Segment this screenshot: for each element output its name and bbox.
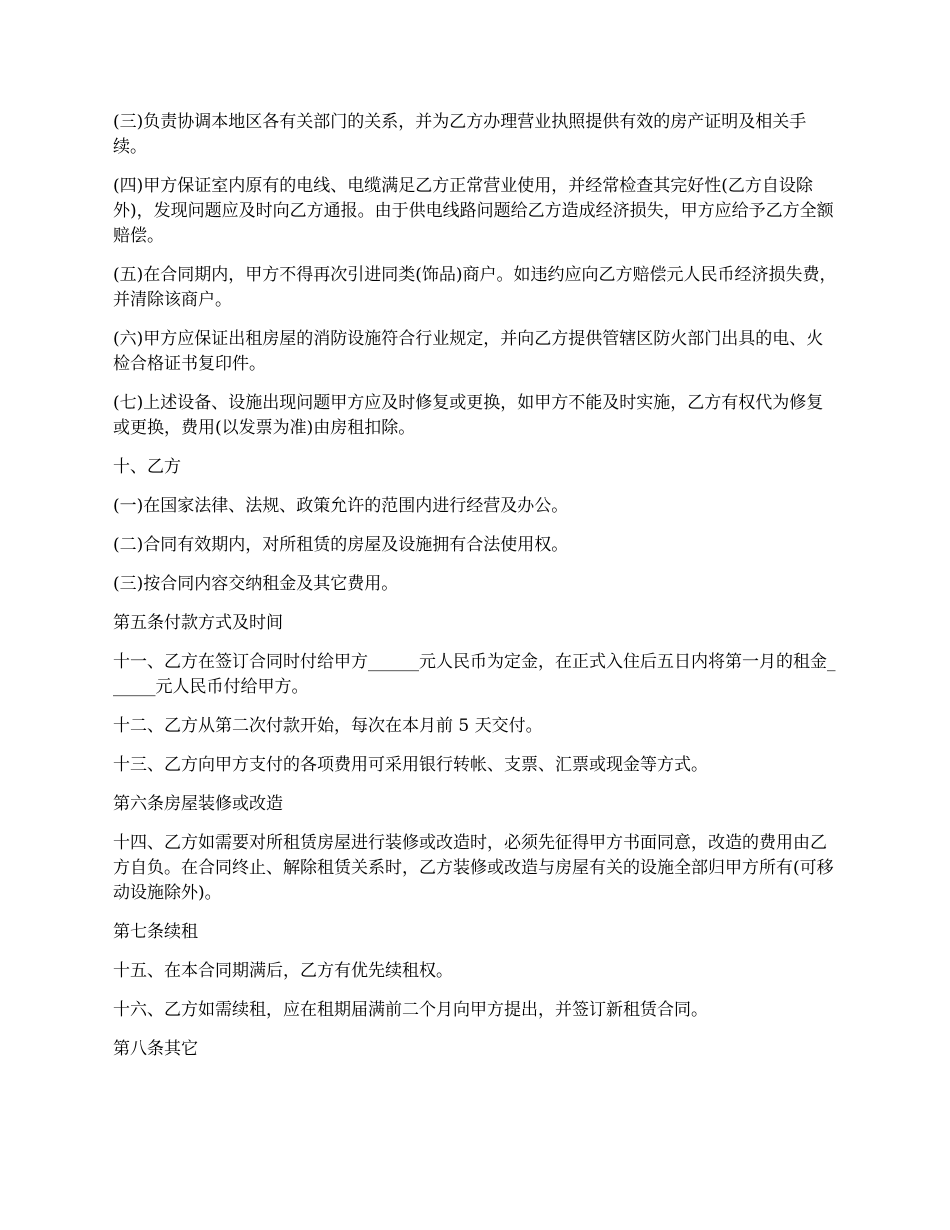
paragraph-renewal-16: 十六、乙方如需续租，应在租期届满前二个月向甲方提出，并签订新租赁合同。 <box>113 1000 708 1020</box>
paragraph-tenant-1: (一)在国家法律、法规、政策允许的范围内进行经营及办公。 <box>113 496 569 516</box>
paragraph-tenant-3: (三)按合同内容交纳租金及其它费用。 <box>113 574 399 594</box>
paragraph-tenant-2: (二)合同有效期内，对所租赁的房屋及设施拥有合法使用权。 <box>113 535 569 555</box>
paragraph-payment-11: 十一、乙方在签订合同时付给甲方______元人民币为定金，在正式入住后五日内将第一月的租金______元人民币付给甲方。 <box>113 652 836 697</box>
paragraph-landlord-5: (五)在合同期内，甲方不得再次引进同类(饰品)商户。如违约应向乙方赔偿元人民币经济损失费，并清除该商户。 <box>113 265 837 310</box>
section-heading-other: 第八条其它 <box>113 1039 198 1059</box>
paragraph-landlord-7: (七)上述设备、设施出现问题甲方应及时修复或更换，如甲方不能及时实施，乙方有权代为修复或更换，费用(以发票为准)由房租扣除。 <box>113 393 824 438</box>
section-heading-payment: 第五条付款方式及时间 <box>113 613 283 633</box>
paragraph-landlord-6: (六)甲方应保证出租房屋的消防设施符合行业规定，并向乙方提供管辖区防火部门出具的电、火检合格证书复印件。 <box>113 329 824 374</box>
paragraph-payment-12: 十二、乙方从第二次付款开始，每次在本月前 5 天交付。 <box>113 716 543 736</box>
document-body <box>113 110 838 1076</box>
section-heading-tenant: 十、乙方 <box>113 457 181 477</box>
section-heading-renovation: 第六条房屋装修或改造 <box>113 794 283 814</box>
section-heading-renewal: 第七条续租 <box>113 922 198 942</box>
paragraph-payment-13: 十三、乙方向甲方支付的各项费用可采用银行转帐、支票、汇票或现金等方式。 <box>113 755 708 775</box>
paragraph-renovation-14: 十四、乙方如需要对所租赁房屋进行装修或改造时，必须先征得甲方书面同意，改造的费用由乙方自负。在合同终止、解除租赁关系时，乙方装修或改造与房屋有关的设施全部归甲方所有(可移动设施除外)。 <box>113 833 834 903</box>
paragraph-renewal-15: 十五、在本合同期满后，乙方有优先续租权。 <box>113 961 453 981</box>
paragraph-landlord-3: (三)负责协调本地区各有关部门的关系，并为乙方办理营业执照提供有效的房产证明及相关手续。 <box>113 112 807 157</box>
paragraph-landlord-4: (四)甲方保证室内原有的电线、电缆满足乙方正常营业使用，并经常检查其完好性(乙方自设除外)，发现问题应及时向乙方通报。由于供电线路问题给乙方造成经济损失，甲方应给予乙方全额赔偿。 <box>113 176 834 246</box>
